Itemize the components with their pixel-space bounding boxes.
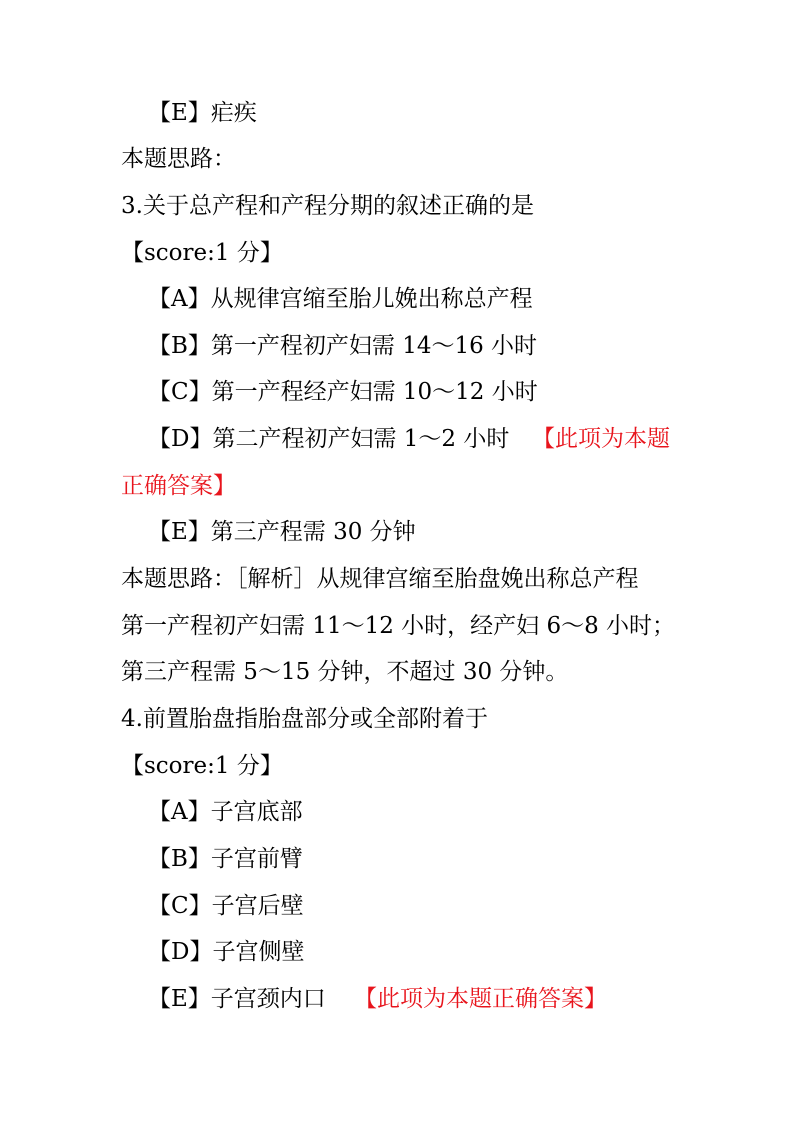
q4-score: 【score:1 分】 — [121, 753, 283, 779]
q3-stem: 3.关于总产程和产程分期的叙述正确的是 — [121, 193, 534, 219]
q3-explanation-line-3: 第三产程需 5～15 分钟，不超过 30 分钟。 — [121, 659, 569, 685]
q3-option-c: 【C】第一产程经产妇需 10～12 小时 — [148, 379, 538, 405]
q3-explanation-line-1: 本题思路：［解析］从规律宫缩至胎盘娩出称总产程 — [121, 566, 639, 592]
q4-option-e: 【E】子宫颈内口 — [148, 986, 326, 1012]
q4-option-d: 【D】子宫侧壁 — [148, 939, 305, 965]
q3-option-d: 【D】第二产程初产妇需 1～2 小时 — [148, 426, 510, 452]
q4-stem: 4.前置胎盘指胎盘部分或全部附着于 — [121, 706, 488, 732]
q2-explanation: 本题思路： — [121, 146, 236, 172]
q4-correct-answer-marker: 【此项为本题正确答案】 — [354, 986, 607, 1012]
q4-option-c: 【C】子宫后壁 — [148, 893, 304, 919]
q3-option-b: 【B】第一产程初产妇需 14～16 小时 — [148, 333, 538, 359]
q3-correct-answer-marker-continued: 正确答案】 — [121, 473, 236, 499]
q4-option-b: 【B】子宫前臂 — [148, 846, 303, 872]
q2-option-e: 【E】疟疾 — [148, 100, 257, 126]
q3-score: 【score:1 分】 — [121, 240, 283, 266]
q3-option-e: 【E】第三产程需 30 分钟 — [148, 519, 416, 545]
q4-option-a: 【A】子宫底部 — [148, 799, 303, 825]
q3-correct-answer-marker: 【此项为本题 — [532, 426, 670, 452]
q3-explanation-line-2: 第一产程初产妇需 11～12 小时，经产妇 6～8 小时； — [121, 613, 676, 639]
q3-option-a: 【A】从规律宫缩至胎儿娩出称总产程 — [148, 286, 533, 312]
